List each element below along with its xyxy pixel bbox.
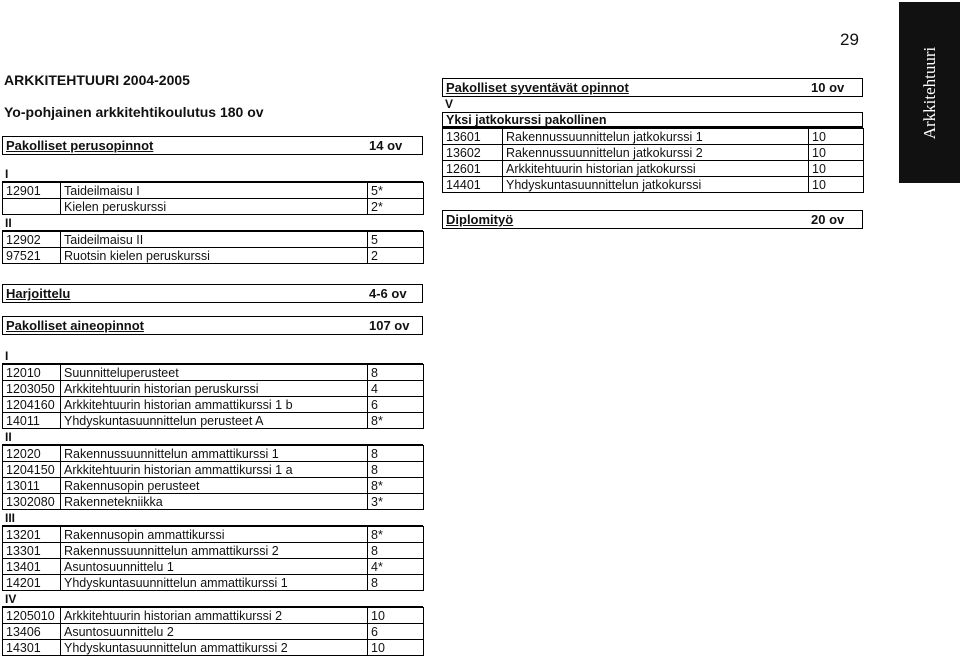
course-code: 13602 xyxy=(443,145,503,161)
course-name: Taideilmaisu I xyxy=(61,183,368,199)
course-credits: 8* xyxy=(368,478,424,494)
course-row xyxy=(3,478,424,494)
course-row xyxy=(3,397,424,413)
perus-courses xyxy=(2,166,423,264)
perus-header xyxy=(2,136,423,155)
side-tab-label: Arkkitehtuuri xyxy=(919,46,939,139)
course-row xyxy=(443,129,864,145)
harjoittelu-header xyxy=(2,284,423,303)
course-code: 13011 xyxy=(3,478,61,494)
course-credits: 8 xyxy=(368,446,424,462)
course-row xyxy=(3,559,424,575)
course-row xyxy=(3,462,424,478)
course-row xyxy=(443,161,864,177)
course-table xyxy=(2,364,424,429)
course-code: 1204150 xyxy=(3,462,61,478)
course-table xyxy=(2,526,424,591)
course-row xyxy=(3,365,424,381)
page-number: 29 xyxy=(840,30,859,49)
course-credits: 8 xyxy=(368,462,424,478)
course-row xyxy=(3,413,424,429)
side-tab xyxy=(899,2,960,183)
syventavat-header xyxy=(442,78,863,97)
syventavat-courses xyxy=(442,96,863,193)
course-row xyxy=(443,177,864,193)
course-name: Kielen peruskurssi xyxy=(61,199,368,215)
syventavat-name: Pakolliset syventävät opinnot xyxy=(446,80,629,95)
course-row xyxy=(3,608,424,624)
harjoittelu-name: Harjoittelu xyxy=(6,286,71,301)
course-name: Yhdyskuntasuunnittelun ammattikurssi 1 xyxy=(61,575,368,591)
course-code: 12902 xyxy=(3,232,61,248)
course-credits: 4 xyxy=(368,381,424,397)
course-code: 12601 xyxy=(443,161,503,177)
course-name: Arkkitehtuurin historian jatkokurssi xyxy=(503,161,809,177)
course-credits: 10 xyxy=(809,129,864,145)
course-name: Suunnitteluperusteet xyxy=(61,365,368,381)
diplomityo-credits: 20 ov xyxy=(811,212,845,227)
course-row xyxy=(3,575,424,591)
document-title: ARKKITEHTUURI 2004-2005 xyxy=(4,72,190,88)
course-code: 13301 xyxy=(3,543,61,559)
course-table xyxy=(2,445,424,510)
course-name: Rakennetekniikka xyxy=(61,494,368,510)
course-credits: 8* xyxy=(368,527,424,543)
course-credits: 10 xyxy=(809,161,864,177)
roman-heading: II xyxy=(2,215,423,231)
course-code: 13401 xyxy=(3,559,61,575)
perus-name: Pakolliset perusopinnot xyxy=(6,138,154,153)
course-row xyxy=(3,543,424,559)
roman-heading: II xyxy=(2,429,423,445)
course-code: 14011 xyxy=(3,413,61,429)
course-credits: 8 xyxy=(368,365,424,381)
course-credits: 10 xyxy=(368,640,424,656)
course-name: Asuntosuunnittelu 1 xyxy=(61,559,368,575)
course-row xyxy=(3,381,424,397)
course-code xyxy=(3,199,61,215)
course-name: Rakennussuunnittelun jatkokurssi 2 xyxy=(503,145,809,161)
roman-heading: V xyxy=(445,97,454,111)
document-subtitle: Yo-pohjainen arkkitehtikoulutus 180 ov xyxy=(4,104,264,120)
course-name: Arkkitehtuurin historian ammattikurssi 1 a xyxy=(61,462,368,478)
course-credits: 5* xyxy=(368,183,424,199)
course-credits: 10 xyxy=(368,608,424,624)
course-code: 12010 xyxy=(3,365,61,381)
course-row xyxy=(3,527,424,543)
course-code: 14401 xyxy=(443,177,503,193)
harjoittelu-credits: 4-6 ov xyxy=(369,286,407,301)
roman-heading: I xyxy=(2,348,423,364)
course-credits: 8* xyxy=(368,413,424,429)
roman-heading: III xyxy=(2,510,423,526)
course-code: 13201 xyxy=(3,527,61,543)
roman-heading: IV xyxy=(2,591,423,607)
course-credits: 2 xyxy=(368,248,424,264)
course-name: Ruotsin kielen peruskurssi xyxy=(61,248,368,264)
syventavat-subheading: Yksi jatkokurssi pakollinen xyxy=(442,112,863,128)
course-credits: 10 xyxy=(809,177,864,193)
course-row xyxy=(3,446,424,462)
course-row xyxy=(3,183,424,199)
course-code: 14301 xyxy=(3,640,61,656)
course-name: Arkkitehtuurin historian ammattikurssi 1 b xyxy=(61,397,368,413)
course-name: Rakennusopin perusteet xyxy=(61,478,368,494)
course-credits: 8 xyxy=(368,543,424,559)
aine-name: Pakolliset aineopinnot xyxy=(6,318,144,333)
course-name: Arkkitehtuurin historian ammattikurssi 2 xyxy=(61,608,368,624)
course-name: Yhdyskuntasuunnittelun perusteet A xyxy=(61,413,368,429)
course-credits: 10 xyxy=(809,145,864,161)
course-table xyxy=(442,128,864,193)
course-row xyxy=(3,248,424,264)
course-credits: 3* xyxy=(368,494,424,510)
course-name: Rakennussuunnittelun jatkokurssi 1 xyxy=(503,129,809,145)
course-credits: 6 xyxy=(368,624,424,640)
course-row xyxy=(443,145,864,161)
course-name: Asuntosuunnittelu 2 xyxy=(61,624,368,640)
roman-heading: I xyxy=(2,166,423,182)
course-name: Rakennussuunnittelun ammattikurssi 1 xyxy=(61,446,368,462)
course-code: 97521 xyxy=(3,248,61,264)
course-table xyxy=(2,231,424,264)
course-name: Arkkitehtuurin historian peruskurssi xyxy=(61,381,368,397)
course-code: 1203050 xyxy=(3,381,61,397)
course-code: 14201 xyxy=(3,575,61,591)
course-code: 1204160 xyxy=(3,397,61,413)
diplomityo-header xyxy=(442,210,863,229)
perus-credits: 14 ov xyxy=(369,138,403,153)
course-table xyxy=(2,182,424,215)
course-credits: 4* xyxy=(368,559,424,575)
course-name: Yhdyskuntasuunnittelun ammattikurssi 2 xyxy=(61,640,368,656)
course-credits: 6 xyxy=(368,397,424,413)
course-name: Yhdyskuntasuunnittelun jatkokurssi xyxy=(503,177,809,193)
course-row xyxy=(3,494,424,510)
aine-header xyxy=(2,316,423,335)
aine-credits: 107 ov xyxy=(369,318,410,333)
aine-courses xyxy=(2,348,423,656)
course-code: 13601 xyxy=(443,129,503,145)
course-credits: 5 xyxy=(368,232,424,248)
course-row xyxy=(3,232,424,248)
course-row xyxy=(3,199,424,215)
course-row xyxy=(3,624,424,640)
course-name: Rakennusopin ammattikurssi xyxy=(61,527,368,543)
course-name: Rakennussuunnittelun ammattikurssi 2 xyxy=(61,543,368,559)
course-code: 12901 xyxy=(3,183,61,199)
course-code: 12020 xyxy=(3,446,61,462)
diplomityo-name: Diplomityö xyxy=(446,212,514,227)
course-code: 13406 xyxy=(3,624,61,640)
course-credits: 8 xyxy=(368,575,424,591)
syventavat-credits: 10 ov xyxy=(811,80,845,95)
course-code: 1205010 xyxy=(3,608,61,624)
course-name: Taideilmaisu II xyxy=(61,232,368,248)
course-code: 1302080 xyxy=(3,494,61,510)
course-credits: 2* xyxy=(368,199,424,215)
course-row xyxy=(3,640,424,656)
